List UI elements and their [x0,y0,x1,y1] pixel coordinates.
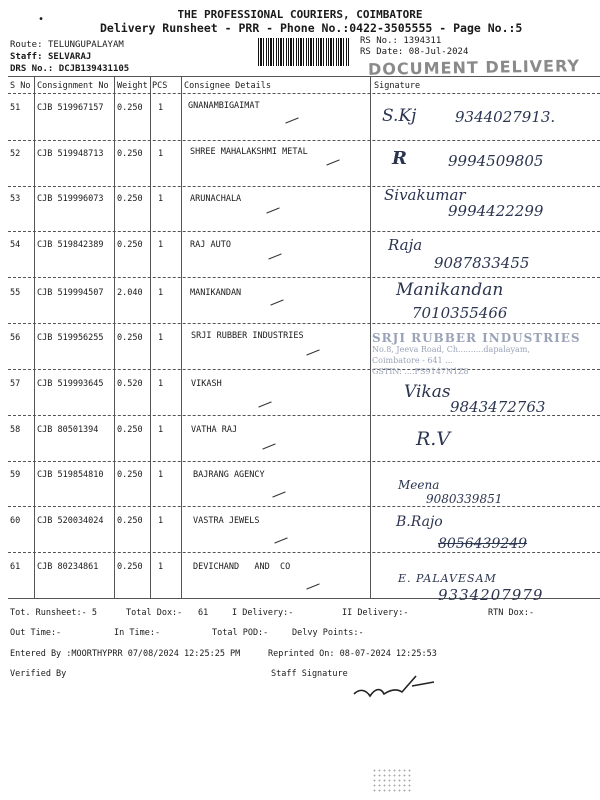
row-consignee: MANIKANDAN [190,288,242,298]
signature-name: Vikas [404,382,451,402]
signature-name: E. PALAVESAM [398,572,497,585]
row-consignee: DEVICHAND AND CO [193,562,291,572]
row-weight: 0.250 [117,425,143,435]
row-consignment: CJB 520034024 [37,516,104,526]
row-separator [8,277,600,278]
company-rubber-stamp: SRJI RUBBER INDUSTRIES No.8, Jeeva Road, Ch..........dapalayam, Coimbatore - 641 ... GSTIN: ....FS9147N1Z8 [372,331,581,376]
col-header-weight: Weight [117,81,148,91]
row-pcs: 1 [158,194,164,204]
row-sno: 56 [10,333,21,343]
entered-by: Entered By :MOORTHYPRR 07/08/2024 12:25:25 PM [10,649,241,659]
row-pcs: 1 [158,103,164,113]
row-sno: 58 [10,425,21,435]
staff-value: SELVARAJ [47,52,92,62]
row-consignment: CJB 519956255 [37,333,104,343]
drs-line: DRS No.: DCJB139431105 [10,64,130,74]
col-divider [34,76,35,598]
signature-name: S.Kj [382,106,417,126]
row-consignment: CJB 519994507 [37,288,104,298]
col-divider [181,76,182,598]
staff-signature-scribble [350,668,440,702]
row-sno: 51 [10,103,21,113]
drs-value: DCJB139431105 [58,64,130,74]
row-consignee: VATHA RAJ [191,425,238,435]
document-delivery-stamp: DOCUMENT DELIVERY [367,56,581,79]
row-pcs: 1 [158,240,164,250]
route-line: Route: TELUNGUPALAYAM [10,40,124,50]
row-consignment: CJB 80234861 [37,562,99,572]
signature-name: R.V [416,428,451,450]
barcode [258,38,350,66]
col-header-consignment: Consignment No [37,81,109,91]
rs-no-value: 1394311 [403,36,442,46]
row-consignment: CJB 519993645 [37,379,104,389]
row-weight: 0.250 [117,562,143,572]
row-weight: 0.520 [117,379,143,389]
col-header-consignee: Consignee Details [184,81,271,91]
header-divider [8,93,600,94]
out-time: Out Time:- [10,628,62,638]
row-consignment: CJB 80501394 [37,425,99,435]
row-sno: 53 [10,194,21,204]
row-sno: 60 [10,516,21,526]
row-weight: 0.250 [117,240,143,250]
col-header-sno: S No [10,81,31,91]
rtn-dox: RTN Dox:- [488,608,535,618]
signature-name: Raja [388,236,423,254]
row-separator [8,140,600,141]
rs-date-value: 08-Jul-2024 [408,47,469,57]
row-separator [8,323,600,324]
signature-name: Meena [398,478,440,492]
row-weight: 0.250 [117,470,143,480]
row-consignee: GNANAMBIGAIMAT [188,101,260,111]
tick-mark [266,207,279,213]
row-sno: 61 [10,562,21,572]
rs-no-line: RS No.: 1394311 [360,36,442,46]
signature-name: B.Rajo [396,514,443,530]
col-divider [370,76,371,598]
row-separator [8,231,600,232]
col-divider [150,76,151,598]
row-pcs: 1 [158,333,164,343]
row-consignment: CJB 519842389 [37,240,104,250]
bullet-mark: • [38,14,45,25]
row-sno: 54 [10,240,21,250]
reprinted-on: Reprinted On: 08-07-2024 12:25:53 [268,649,437,659]
row-consignment: CJB 519996073 [37,194,104,204]
row-separator [8,506,600,507]
row-sno: 52 [10,149,21,159]
signature-phone: 9994422299 [448,202,544,220]
total-dox-value: 61 [198,608,209,618]
row-pcs: 1 [158,288,164,298]
row-sno: 59 [10,470,21,480]
row-weight: 0.250 [117,333,143,343]
signature-phone: 9843472763 [450,398,546,416]
tick-mark [306,349,319,355]
tick-mark [274,537,287,543]
row-sno: 57 [10,379,21,389]
rs-date-line: RS Date: 08-Jul-2024 [360,47,469,57]
row-pcs: 1 [158,379,164,389]
signature-phone: 9334207979 [438,586,544,604]
i-delivery: I Delivery:- [232,608,294,618]
col-header-signature: Signature [374,81,421,91]
tick-mark [258,401,271,407]
row-weight: 0.250 [117,149,143,159]
row-consignee: SHREE MAHALAKSHMI METAL [190,147,308,157]
col-header-pcs: PCS [152,81,168,91]
tick-mark [268,253,281,259]
row-weight: 0.250 [117,194,143,204]
signature-phone: 9344027913. [455,108,556,126]
signature-phone: 9994509805 [448,152,544,170]
delvy-points: Delvy Points:- [292,628,364,638]
row-pcs: 1 [158,470,164,480]
runsheet-subtitle: Delivery Runsheet - PRR - Phone No.:0422-3505555 - Page No.:5 [100,21,523,35]
ii-delivery: II Delivery:- [342,608,409,618]
row-pcs: 1 [158,149,164,159]
tot-runsheet: Tot. Runsheet:- 5 [10,608,97,618]
signature-phone: 8056439249 [438,536,528,552]
total-dox-label: Total Dox:- [126,608,183,618]
verified-by: Verified By [10,669,67,679]
in-time: In Time:- [114,628,161,638]
signature-name: Manikandan [396,280,504,300]
row-separator [8,461,600,462]
tick-mark [306,583,319,589]
row-consignee: BAJRANG AGENCY [193,470,265,480]
company-title: THE PROFESSIONAL COURIERS, COIMBATORE [177,8,423,21]
tick-mark [272,491,285,497]
signature-phone: 9080339851 [426,492,503,506]
row-consignee: RAJ AUTO [190,240,231,250]
tick-mark [326,159,339,165]
row-weight: 0.250 [117,103,143,113]
row-separator [8,186,600,187]
row-consignee: SRJI RUBBER INDUSTRIES [191,331,304,341]
row-consignment: CJB 519948713 [37,149,104,159]
row-consignment: CJB 519967157 [37,103,104,113]
row-weight: 2.040 [117,288,143,298]
total-pod: Total POD:- [212,628,269,638]
scan-noise [372,768,412,792]
row-sno: 55 [10,288,21,298]
row-pcs: 1 [158,425,164,435]
signature-phone: 7010355466 [412,304,508,322]
row-pcs: 1 [158,562,164,572]
col-divider [114,76,115,598]
tick-mark [285,117,298,123]
row-weight: 0.250 [117,516,143,526]
staff-line: Staff: SELVARAJ [10,52,92,62]
staff-signature-label: Staff Signature [271,669,348,679]
row-separator [8,552,600,553]
row-pcs: 1 [158,516,164,526]
row-consignee: VASTRA JEWELS [193,516,260,526]
signature-name: R [392,148,407,169]
row-consignment: CJB 519854810 [37,470,104,480]
signature-name: Sivakumar [384,186,466,204]
row-consignee: ARUNACHALA [190,194,242,204]
route-value: TELUNGUPALAYAM [47,40,124,50]
row-consignee: VIKASH [191,379,222,389]
tick-mark [262,443,275,449]
tick-mark [270,299,283,305]
signature-phone: 9087833455 [434,254,530,272]
table-top-border [8,76,600,77]
